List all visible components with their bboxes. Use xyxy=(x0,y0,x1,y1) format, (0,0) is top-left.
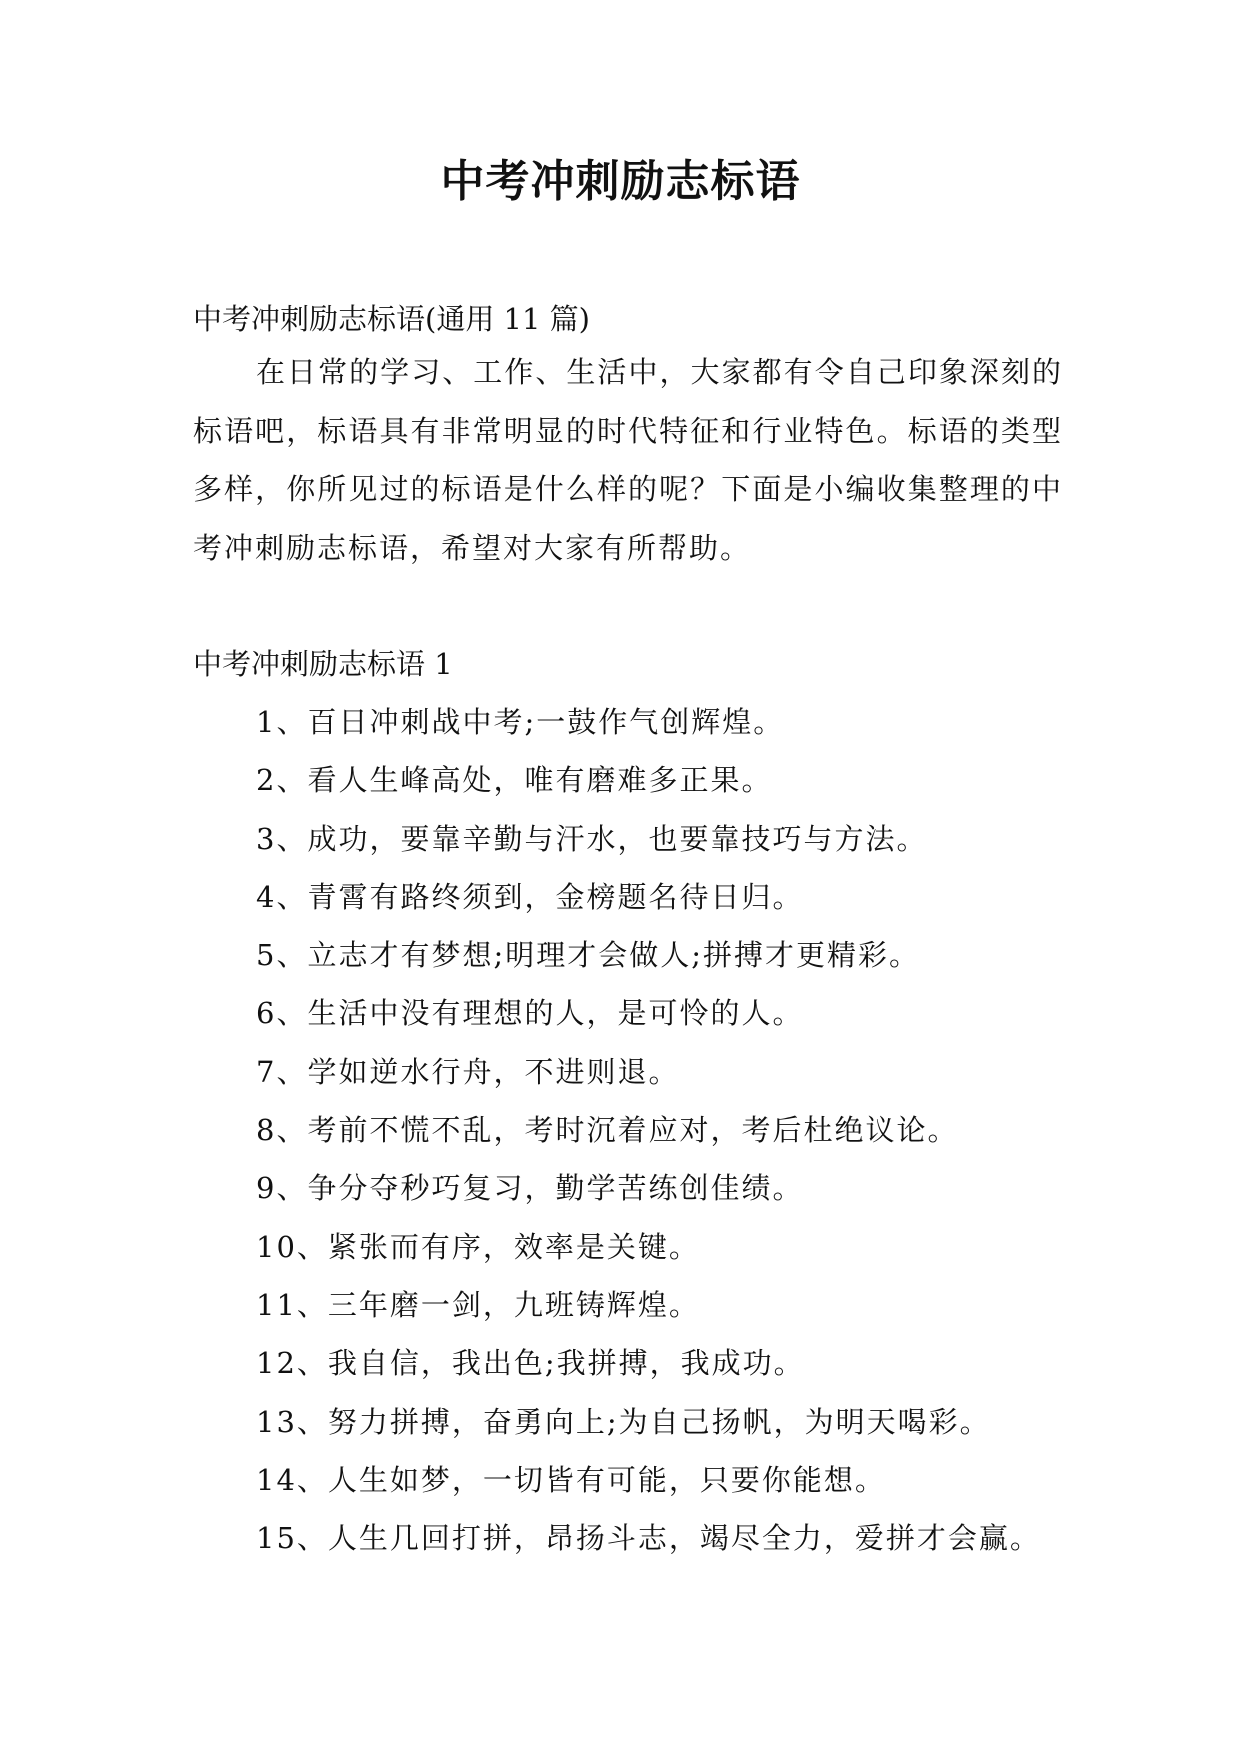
list-item: 13、努力拼搏，奋勇向上;为自己扬帆，为明天喝彩。 xyxy=(256,1404,991,1439)
document-subtitle: 中考冲刺励志标语(通用 11 篇) xyxy=(193,302,590,336)
slogan-list xyxy=(256,693,1086,1567)
list-item: 12、我自信，我出色;我拼搏，我成功。 xyxy=(256,1346,805,1381)
list-item: 2、看人生峰高处，唯有磨难多正果。 xyxy=(256,763,773,798)
list-item: 5、立志才有梦想;明理才会做人;拼搏才更精彩。 xyxy=(256,938,920,973)
list-item: 14、人生如梦，一切皆有可能，只要你能想。 xyxy=(256,1462,886,1497)
list-item: 11、三年磨一剑，九班铸辉煌。 xyxy=(256,1287,700,1322)
intro-paragraph: 在日常的学习、工作、生活中，大家都有令自己印象深刻的标语吧，标语具有非常明显的时代特征和行业特色。标语的类型多样，你所见过的标语是什么样的呢？下面是小编收集整理的中考冲刺励志标语，希望对大家有所帮助。 xyxy=(193,355,1063,565)
list-item: 10、紧张而有序，效率是关键。 xyxy=(256,1229,700,1264)
list-item: 9、争分夺秒巧复习，勤学苦练创佳绩。 xyxy=(256,1171,804,1206)
list-item: 6、生活中没有理想的人，是可怜的人。 xyxy=(256,996,804,1031)
list-item: 4、青霄有路终须到，金榜题名待日归。 xyxy=(256,879,804,914)
list-item: 1、百日冲刺战中考;一鼓作气创辉煌。 xyxy=(256,705,785,739)
section-heading: 中考冲刺励志标语 1 xyxy=(193,647,453,681)
list-item: 3、成功，要靠辛勤与汗水，也要靠技巧与方法。 xyxy=(256,821,928,856)
list-item: 15、人生几回打拼，昂扬斗志，竭尽全力，爱拼才会赢。 xyxy=(256,1521,1041,1556)
list-item: 8、考前不慌不乱，考时沉着应对，考后杜绝议论。 xyxy=(256,1113,959,1148)
list-item: 7、学如逆水行舟，不进则退。 xyxy=(256,1054,680,1089)
page-title: 中考冲刺励志标语 xyxy=(440,156,801,207)
